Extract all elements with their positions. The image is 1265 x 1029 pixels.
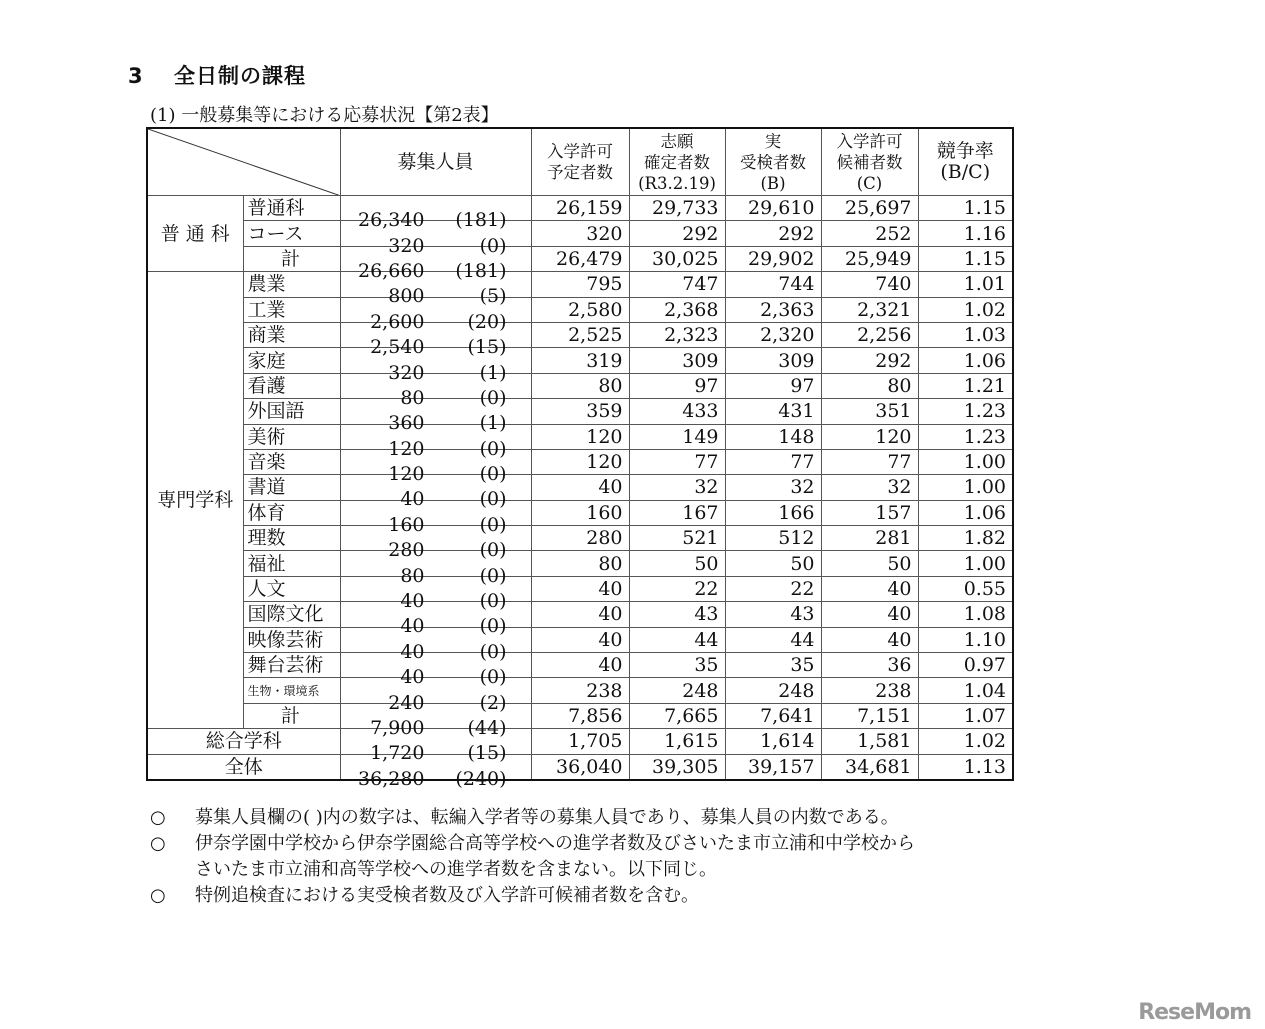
table-row — [147, 526, 1013, 551]
yotei-cell: 2,580 — [531, 297, 629, 322]
boshu-value: 80 — [400, 386, 425, 409]
boshu-cell — [340, 424, 531, 460]
table-row — [147, 297, 1013, 322]
tenpen-value: (15) — [467, 742, 507, 765]
yotei-cell: 26,159 — [531, 196, 629, 221]
kakutei-cell: 1,615 — [629, 729, 725, 754]
tenpen-value: (1) — [479, 361, 507, 384]
jukensha-cell: 309 — [725, 348, 821, 373]
subject-label: 理数 — [243, 526, 340, 551]
summary-row — [147, 729, 1013, 754]
kakutei-cell: 7,665 — [629, 703, 725, 728]
tenpen-value: (0) — [479, 513, 507, 536]
summary-label: 総合学科 — [147, 729, 340, 754]
kouho-cell: 40 — [821, 576, 918, 601]
table-row — [147, 602, 1013, 627]
kakutei-cell: 521 — [629, 526, 725, 551]
group-label: 専門学科 — [147, 272, 243, 729]
kakutei-cell: 248 — [629, 678, 725, 703]
kouho-cell: 7,151 — [821, 703, 918, 728]
header-line: (R3.2.19) — [638, 173, 716, 193]
header-line: (B) — [760, 173, 786, 193]
jukensha-cell: 97 — [725, 373, 821, 398]
subject-label: 映像芸術 — [243, 627, 340, 652]
boshu-value: 40 — [400, 640, 425, 663]
header-line: 受検者数 — [740, 152, 806, 172]
application-status-table — [146, 127, 1014, 790]
ratio-cell: 1.00 — [918, 551, 1013, 576]
kakutei-cell: 22 — [629, 576, 725, 601]
table-row — [147, 196, 1013, 221]
boshu-value: 36,280 — [358, 767, 425, 790]
tenpen-value: (0) — [479, 463, 507, 486]
kakutei-cell: 77 — [629, 449, 725, 474]
yotei-cell: 319 — [531, 348, 629, 373]
tenpen-value: (181) — [455, 259, 507, 282]
subject-label: 看護 — [243, 373, 340, 398]
tenpen-value: (0) — [479, 615, 507, 638]
ratio-cell: 1.02 — [918, 729, 1013, 754]
yotei-cell: 2,525 — [531, 322, 629, 347]
ratio-cell: 1.23 — [918, 424, 1013, 449]
section-heading — [128, 60, 306, 90]
boshu-value: 40 — [400, 590, 425, 613]
boshu-cell — [340, 297, 531, 333]
ratio-cell: 1.06 — [918, 500, 1013, 525]
subject-label: 家庭 — [243, 348, 340, 373]
boshu-cell — [340, 703, 531, 739]
tenpen-value: (181) — [455, 209, 507, 232]
header-line: (B/C) — [940, 161, 991, 183]
tenpen-value: (0) — [479, 666, 507, 689]
boshu-cell — [340, 500, 531, 536]
header-yotei — [531, 128, 629, 196]
kakutei-cell: 747 — [629, 272, 725, 297]
boshu-cell — [340, 602, 531, 638]
tenpen-value: (0) — [479, 590, 507, 613]
ratio-cell: 1.06 — [918, 348, 1013, 373]
ratio-cell: 1.07 — [918, 703, 1013, 728]
yotei-cell: 40 — [531, 627, 629, 652]
jukensha-cell: 77 — [725, 449, 821, 474]
boshu-value: 40 — [400, 488, 425, 511]
yotei-cell: 120 — [531, 424, 629, 449]
ratio-cell: 1.21 — [918, 373, 1013, 398]
ratio-cell: 0.97 — [918, 653, 1013, 678]
jukensha-cell: 512 — [725, 526, 821, 551]
header-kyoso — [918, 128, 1013, 196]
boshu-value: 40 — [400, 666, 425, 689]
boshu-value: 80 — [400, 564, 425, 587]
boshu-cell — [340, 678, 531, 714]
boshu-cell — [340, 653, 531, 689]
yotei-cell: 160 — [531, 500, 629, 525]
kakutei-cell: 30,025 — [629, 246, 725, 271]
note-item — [150, 831, 915, 883]
boshu-cell — [340, 729, 531, 765]
kouho-cell: 25,697 — [821, 196, 918, 221]
table-row — [147, 500, 1013, 525]
header-line: 候補者数 — [836, 152, 903, 172]
section-number: 3 — [128, 64, 144, 88]
subject-label: 国際文化 — [243, 602, 340, 627]
boshu-value: 360 — [388, 412, 425, 435]
tenpen-value: (0) — [479, 386, 507, 409]
kouho-cell: 2,321 — [821, 297, 918, 322]
boshu-cell — [340, 322, 531, 359]
group-label: 普 通 科 — [147, 196, 243, 272]
jukensha-cell: 44 — [725, 627, 821, 652]
boshu-cell — [340, 526, 531, 562]
ratio-cell: 1.16 — [918, 221, 1013, 246]
kakutei-cell: 433 — [629, 399, 725, 424]
tenpen-value: (0) — [479, 564, 507, 587]
table-caption: (1) 一般募集等における応募状況【第2表】 — [150, 105, 499, 126]
boshu-value: 1,720 — [370, 742, 425, 765]
tenpen-value: (0) — [479, 234, 507, 257]
table-row — [147, 653, 1013, 678]
tenpen-value: (0) — [479, 539, 507, 562]
boshu-cell — [340, 196, 531, 232]
ratio-cell: 1.00 — [918, 475, 1013, 500]
subject-label: 生物・環境系 — [243, 678, 340, 703]
subject-label: 外国語 — [243, 399, 340, 424]
kakutei-cell: 309 — [629, 348, 725, 373]
ratio-cell: 1.02 — [918, 297, 1013, 322]
table-row — [147, 246, 1013, 271]
yotei-cell: 80 — [531, 551, 629, 576]
subject-label: 普通科 — [243, 196, 340, 221]
jukensha-cell: 29,902 — [725, 246, 821, 271]
boshu-cell — [340, 449, 531, 486]
ratio-cell: 1.15 — [918, 246, 1013, 271]
boshu-value: 26,340 — [358, 209, 425, 232]
tenpen-value: (0) — [479, 437, 507, 460]
subject-label: 音楽 — [243, 449, 340, 474]
kouho-cell: 281 — [821, 526, 918, 551]
boshu-cell — [340, 272, 531, 308]
kouho-cell: 80 — [821, 373, 918, 398]
yotei-cell: 795 — [531, 272, 629, 297]
ratio-cell: 0.55 — [918, 576, 1013, 601]
yotei-cell: 120 — [531, 449, 629, 474]
yotei-cell: 320 — [531, 221, 629, 246]
boshu-value: 280 — [388, 539, 425, 562]
kouho-cell: 77 — [821, 449, 918, 474]
note-line: 募集人員欄の( )内の数字は、転編入学者等の募集人員であり、募集人員の内数である。 — [195, 807, 899, 828]
header-boshu: 募集人員 — [340, 128, 531, 196]
subject-label: 福祉 — [243, 551, 340, 576]
jukensha-cell: 431 — [725, 399, 821, 424]
notes — [150, 805, 915, 909]
ratio-cell: 1.23 — [918, 399, 1013, 424]
table-row — [147, 399, 1013, 424]
kakutei-cell: 50 — [629, 551, 725, 576]
jukensha-cell: 166 — [725, 500, 821, 525]
subject-label: 人文 — [243, 576, 340, 601]
kakutei-cell: 2,323 — [629, 322, 725, 347]
boshu-cell — [340, 221, 531, 257]
yotei-cell: 80 — [531, 373, 629, 398]
boshu-value: 40 — [400, 615, 425, 638]
table-row — [147, 373, 1013, 398]
subject-label: 計 — [243, 703, 340, 728]
kouho-cell: 34,681 — [821, 754, 918, 780]
kakutei-cell: 43 — [629, 602, 725, 627]
header-line: 志願 — [660, 131, 694, 151]
diagonal-line — [148, 129, 340, 196]
subject-label: 商業 — [243, 322, 340, 347]
subject-label: 美術 — [243, 424, 340, 449]
boshu-cell — [340, 246, 531, 282]
tenpen-value: (2) — [479, 691, 507, 714]
boshu-cell — [340, 551, 531, 587]
kouho-cell: 120 — [821, 424, 918, 449]
yotei-cell: 40 — [531, 602, 629, 627]
header-line: (C) — [856, 173, 883, 193]
boshu-value: 320 — [388, 361, 425, 384]
kakutei-cell: 292 — [629, 221, 725, 246]
ratio-cell: 1.08 — [918, 602, 1013, 627]
header-line: 入学許可 — [547, 142, 613, 161]
table-row — [147, 475, 1013, 500]
kouho-cell: 238 — [821, 678, 918, 703]
jukensha-cell: 7,641 — [725, 703, 821, 728]
corner-diagonal-cell — [147, 128, 340, 196]
ratio-cell: 1.00 — [918, 449, 1013, 474]
yotei-cell: 36,040 — [531, 754, 629, 780]
yotei-cell: 40 — [531, 653, 629, 678]
table-row — [147, 551, 1013, 576]
header-line: 確定者数 — [644, 152, 710, 172]
yotei-cell: 238 — [531, 678, 629, 703]
ratio-cell: 1.13 — [918, 754, 1013, 780]
subject-label: 体育 — [243, 500, 340, 525]
kouho-cell: 40 — [821, 627, 918, 652]
jukensha-cell: 29,610 — [725, 196, 821, 221]
jukensha-cell: 35 — [725, 653, 821, 678]
jukensha-cell: 50 — [725, 551, 821, 576]
resemom-logo: ReseMom — [1138, 1000, 1251, 1025]
kouho-cell: 252 — [821, 221, 918, 246]
boshu-value: 800 — [388, 285, 425, 308]
note-item — [150, 805, 915, 831]
kouho-cell: 36 — [821, 653, 918, 678]
boshu-value: 120 — [388, 437, 425, 460]
table-row — [147, 322, 1013, 347]
boshu-value: 2,540 — [370, 336, 425, 359]
jukensha-cell: 2,320 — [725, 322, 821, 347]
table-row — [147, 449, 1013, 474]
tenpen-value: (0) — [479, 488, 507, 511]
jukensha-cell: 2,363 — [725, 297, 821, 322]
ratio-cell: 1.82 — [918, 526, 1013, 551]
jukensha-cell: 32 — [725, 475, 821, 500]
header-kouho — [821, 128, 918, 196]
kakutei-cell: 149 — [629, 424, 725, 449]
kakutei-cell: 167 — [629, 500, 725, 525]
table-row — [147, 221, 1013, 246]
tenpen-value: (44) — [467, 717, 507, 739]
header-kakutei — [629, 128, 725, 196]
summary-label: 全体 — [147, 754, 340, 780]
note-line: さいたま市立浦和高等学校への進学者数を含まない。以下同じ。 — [195, 859, 717, 880]
kouho-cell: 292 — [821, 348, 918, 373]
kouho-cell: 25,949 — [821, 246, 918, 271]
circle-bullet-icon: ○ — [150, 807, 166, 828]
yotei-cell: 280 — [531, 526, 629, 551]
ratio-cell: 1.03 — [918, 322, 1013, 347]
boshu-cell — [340, 373, 531, 409]
boshu-value: 7,900 — [370, 717, 425, 739]
note-line: 特例追検査における実受検者数及び入学許可候補者数を含む。 — [195, 885, 699, 906]
tenpen-value: (15) — [467, 336, 507, 359]
table-row — [147, 348, 1013, 373]
yotei-cell: 26,479 — [531, 246, 629, 271]
note-line: 伊奈学園中学校から伊奈学園総合高等学校への進学者数及びさいたま市立浦和中学校から — [195, 833, 915, 854]
kakutei-cell: 32 — [629, 475, 725, 500]
kouho-cell: 50 — [821, 551, 918, 576]
header-line: 予定者数 — [547, 163, 613, 182]
table-row — [147, 627, 1013, 652]
ratio-cell: 1.04 — [918, 678, 1013, 703]
tenpen-value: (240) — [455, 767, 507, 790]
table-row — [147, 703, 1013, 728]
jukensha-cell: 22 — [725, 576, 821, 601]
subject-label: 農業 — [243, 272, 340, 297]
yotei-cell: 40 — [531, 576, 629, 601]
summary-row — [147, 754, 1013, 780]
jukensha-cell: 248 — [725, 678, 821, 703]
subject-label: 書道 — [243, 475, 340, 500]
boshu-value: 160 — [388, 513, 425, 536]
ratio-cell: 1.10 — [918, 627, 1013, 652]
header-line: 競争率 — [936, 140, 994, 162]
table-row — [147, 576, 1013, 601]
jukensha-cell: 43 — [725, 602, 821, 627]
tenpen-value: (0) — [479, 640, 507, 663]
yotei-cell: 40 — [531, 475, 629, 500]
boshu-cell — [340, 754, 531, 790]
header-line: 入学許可 — [836, 131, 903, 151]
jukensha-cell: 1,614 — [725, 729, 821, 754]
kouho-cell: 2,256 — [821, 322, 918, 347]
boshu-cell — [340, 627, 531, 663]
kakutei-cell: 97 — [629, 373, 725, 398]
boshu-value: 240 — [388, 691, 425, 714]
kouho-cell: 40 — [821, 602, 918, 627]
subject-label: 舞台芸術 — [243, 653, 340, 678]
kakutei-cell: 29,733 — [629, 196, 725, 221]
header-line: 実 — [764, 131, 782, 151]
circle-bullet-icon: ○ — [150, 885, 166, 906]
tenpen-value: (1) — [479, 412, 507, 435]
ratio-cell: 1.01 — [918, 272, 1013, 297]
kouho-cell: 32 — [821, 475, 918, 500]
subject-label: 計 — [243, 246, 340, 271]
tenpen-value: (20) — [467, 310, 507, 333]
yotei-cell: 359 — [531, 399, 629, 424]
circle-bullet-icon: ○ — [150, 833, 166, 854]
table-row — [147, 424, 1013, 449]
table-row — [147, 272, 1013, 297]
kouho-cell: 740 — [821, 272, 918, 297]
boshu-cell — [340, 348, 531, 384]
jukensha-cell: 744 — [725, 272, 821, 297]
subject-label: コース — [243, 221, 340, 246]
kouho-cell: 1,581 — [821, 729, 918, 754]
kouho-cell: 157 — [821, 500, 918, 525]
boshu-cell — [340, 399, 531, 435]
kakutei-cell: 2,368 — [629, 297, 725, 322]
kakutei-cell: 35 — [629, 653, 725, 678]
boshu-value: 2,600 — [370, 310, 425, 333]
ratio-cell: 1.15 — [918, 196, 1013, 221]
yotei-cell: 7,856 — [531, 703, 629, 728]
header-jukensha — [725, 128, 821, 196]
kakutei-cell: 44 — [629, 627, 725, 652]
jukensha-cell: 148 — [725, 424, 821, 449]
note-item — [150, 883, 915, 909]
kakutei-cell: 39,305 — [629, 754, 725, 780]
boshu-cell — [340, 475, 531, 511]
jukensha-cell: 39,157 — [725, 754, 821, 780]
yotei-cell: 1,705 — [531, 729, 629, 754]
subject-label: 工業 — [243, 297, 340, 322]
table-row — [147, 678, 1013, 703]
boshu-value: 320 — [388, 234, 425, 257]
section-title: 全日制の課程 — [174, 64, 306, 88]
tenpen-value: (5) — [479, 285, 507, 308]
boshu-value: 26,660 — [358, 259, 425, 282]
boshu-cell — [340, 576, 531, 613]
jukensha-cell: 292 — [725, 221, 821, 246]
boshu-value: 120 — [388, 463, 425, 486]
kouho-cell: 351 — [821, 399, 918, 424]
